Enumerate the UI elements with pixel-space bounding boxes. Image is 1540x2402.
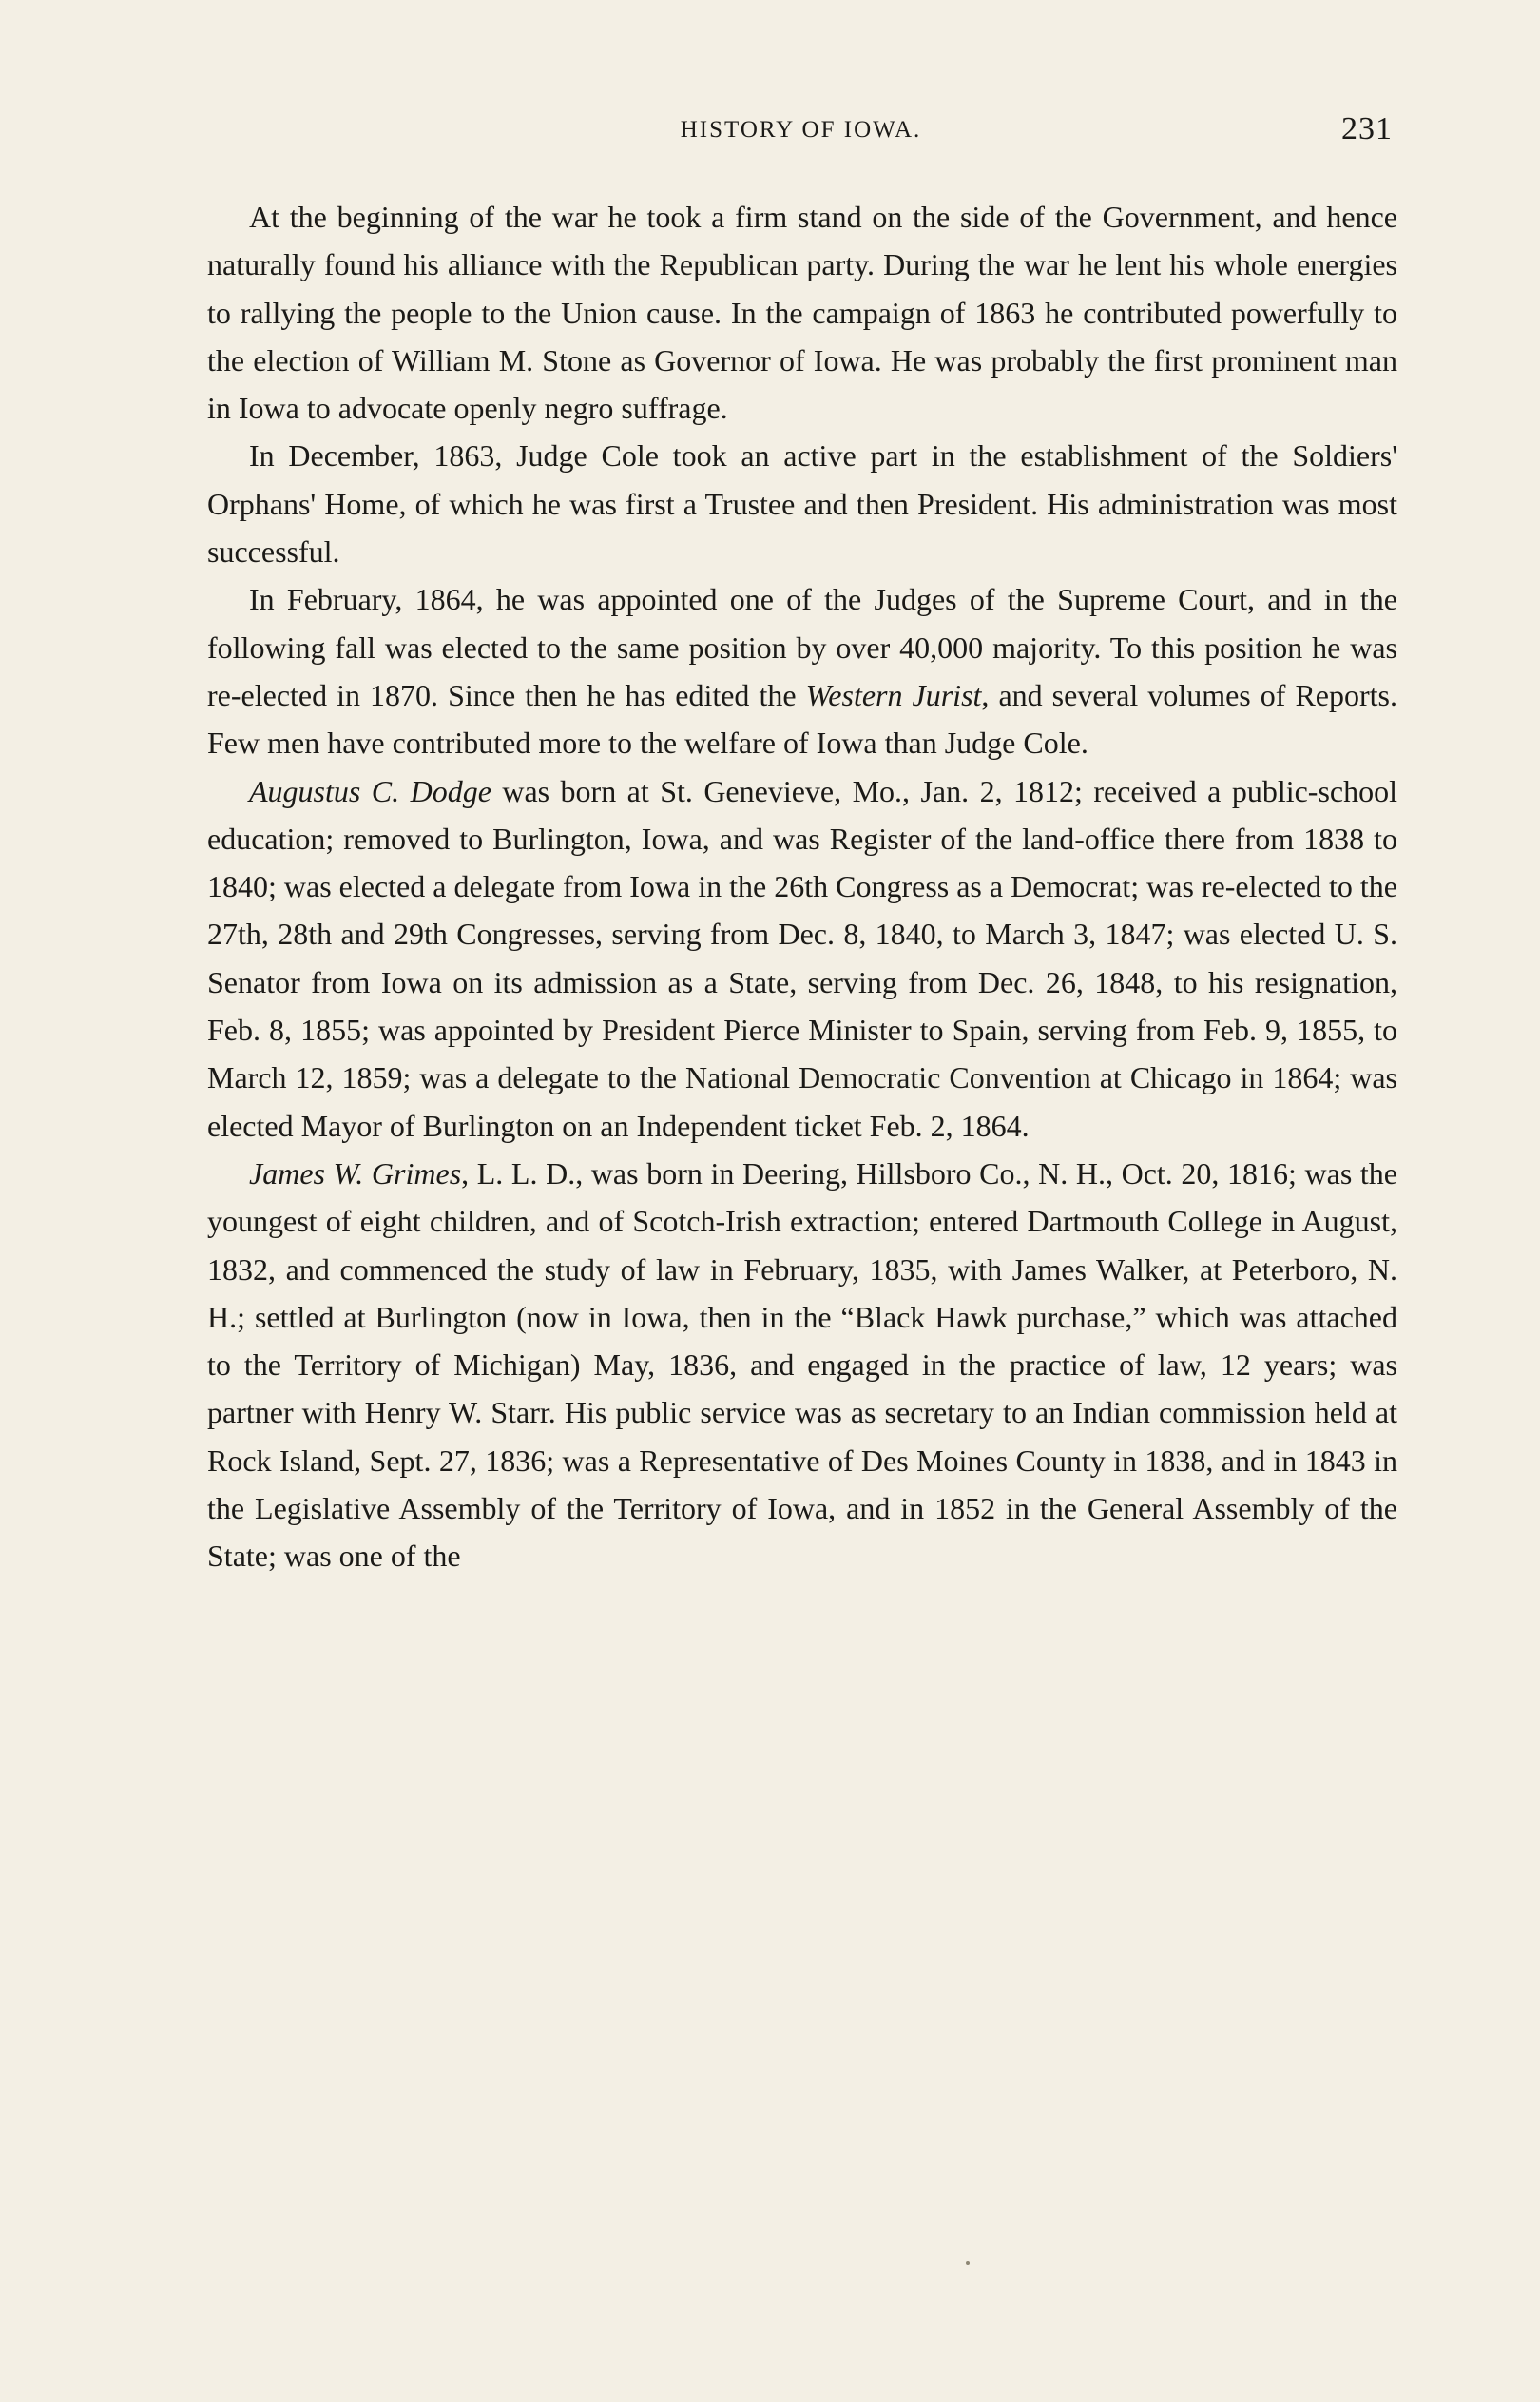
publication-title: Western Jurist (805, 677, 982, 712)
paragraph-text: In December, 1863, Judge Cole took an active part in the establishment of the Soldiers' Orphans' Home, of which he was first a Trustee and then President. His administration was most successful. (207, 438, 1397, 570)
paper-speck (966, 2261, 970, 2265)
entry-name: James W. Grimes (249, 1155, 462, 1191)
paragraph-cole-supreme-court (207, 575, 1397, 766)
entry-augustus-dodge (207, 767, 1397, 1150)
page-header (209, 111, 1393, 155)
entry-text: was born at St. Genevieve, Mo., Jan. 2, 1812; received a public-school education; removed to Burlington, Iowa, and was Register of the land-office there from 1838 to 1840; was elected a delegate from Iowa in the 26th Congress as a Democrat; was re-elected to the 27th, 28th and 29th Congresses, serving from Dec. 8, 1840, to March 3, 1847; was elected U. S. Senator from Iowa on its admission as a State, serving from Dec. 26, 1848, to his resignation, Feb. 8, 1855; was appointed by President Pierce Minister to Spain, serving from Feb. 9, 1855, to March 12, 1859; was a delegate to the National Democratic Convention at Chicago in 1864; was elected Mayor of Burlington on an Independent ticket Feb. 2, 1864. (207, 773, 1397, 1143)
page-number: 231 (1341, 111, 1393, 146)
paragraph-text: At the beginning of the war he took a firm stand on the side of the Government, and hence naturally found his alliance with the Republican party. During the war he lent his whole energies to rallying the people to the Union cause. In the campaign of 1863 he contributed powerfully to the election of William M. Stone as Governor of Iowa. He was probably the first prominent man in Iowa to advocate openly negro suffrage. (207, 200, 1397, 426)
body-text (207, 193, 1397, 1580)
paragraph-cole-orphans-home (207, 432, 1397, 575)
paragraph-text: In February, 1864, he was appointed one of the Judges of the Supreme Court, and in the following fall was elected to the same position by over 40,000 majority. To this position he was re-elected in 1870. Since then he has edited the (207, 582, 1397, 712)
running-head: HISTORY OF IOWA. (680, 117, 922, 143)
entry-name: Augustus C. Dodge (249, 773, 491, 808)
entry-james-grimes (207, 1150, 1397, 1580)
paragraph-text: , and several volumes of Reports. Few men have contributed more to the welfare of Iowa than Judge Cole. (207, 677, 1398, 761)
entry-text: , L. L. D., was born in Deering, Hillsboro Co., N. H., Oct. 20, 1816; was the youngest of eight children, and of Scotch-Irish extraction; entered Dartmouth College in August, 1832, and commenced the study of law in February, 1835, with James Walker, at Peterboro, N. H.; settled at Burlington (now in Iowa, then in the “Black Hawk purchase,” which was attached to the Territory of Michigan) May, 1836, and engaged in the practice of law, 12 years; was partner with Henry W. Starr. His public service was as secretary to an Indian commission held at Rock Island, Sept. 27, 1836; was a Representative of Des Moines County in 1838, and in 1843 in the Legislative Assembly of the Territory of Iowa, and in 1852 in the General Assembly of the State; was one of the (207, 1155, 1397, 1574)
paragraph-cole-war (207, 193, 1397, 432)
